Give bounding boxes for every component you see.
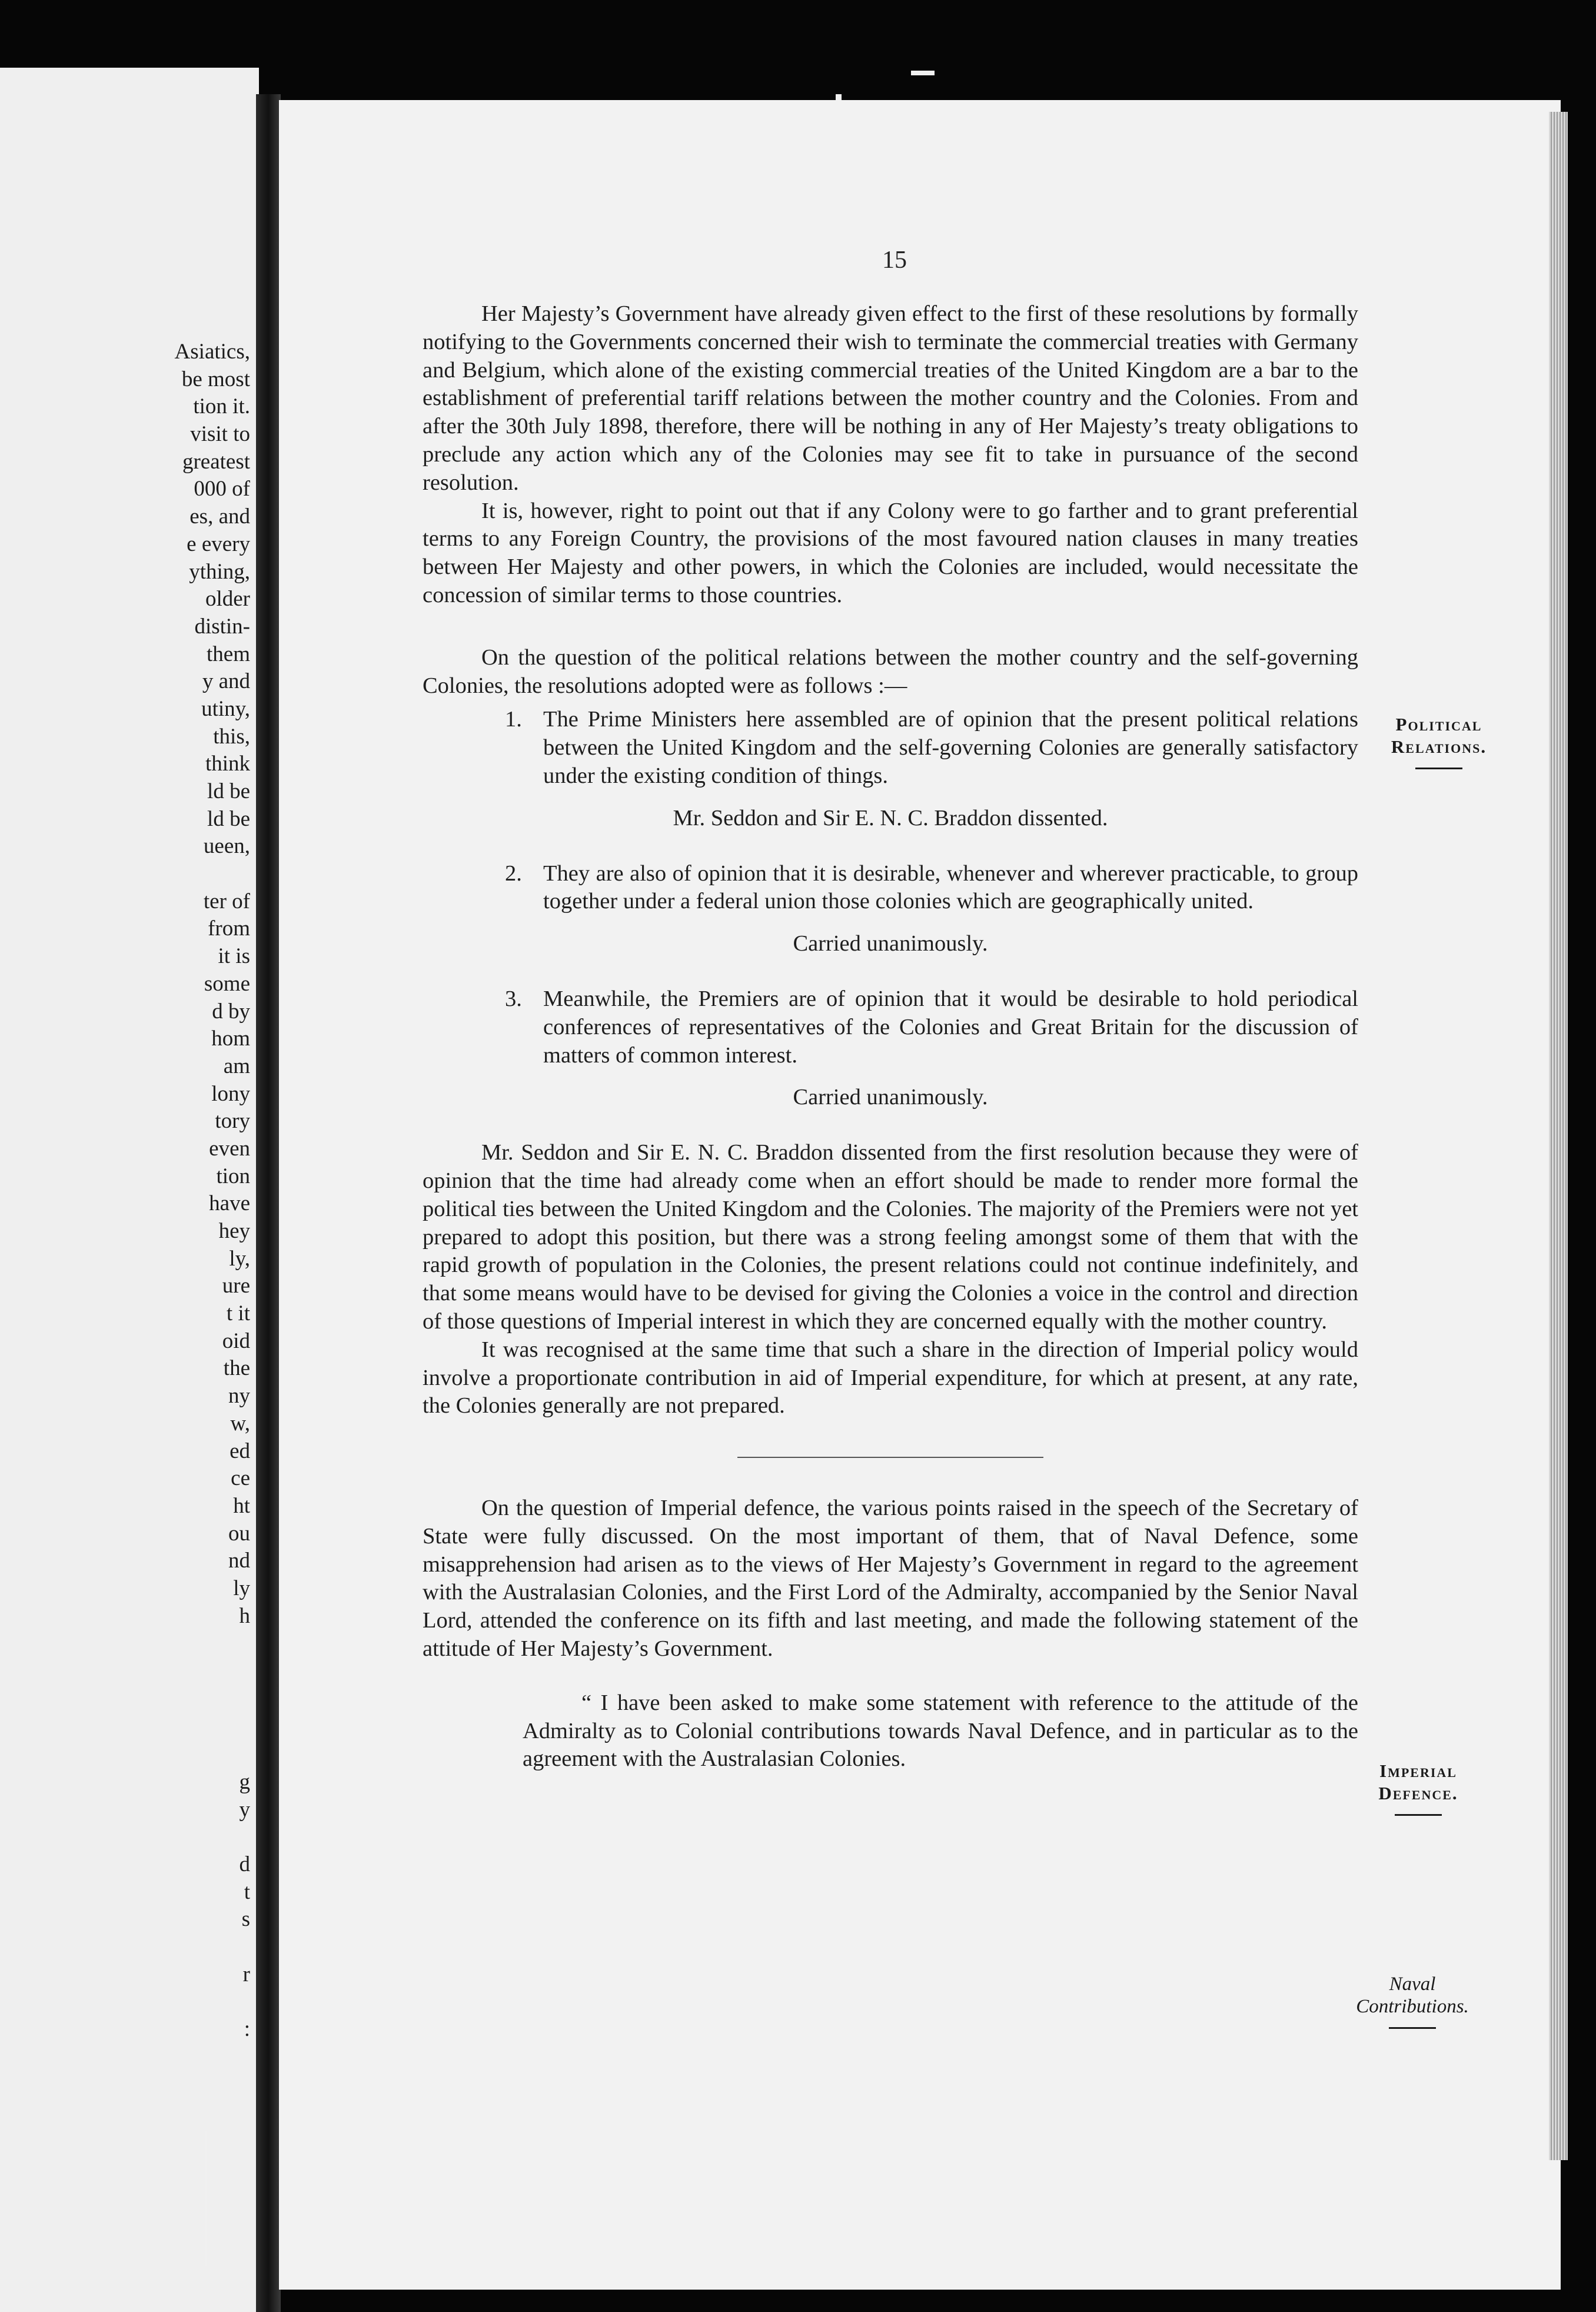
quoted-statement: “ I have been asked to make some statement with reference to the attitude of the Admiralty as to Colonial contributions towards Naval Defence, and in particular as to the agreement with the Australasian Colonies. xyxy=(523,1690,1358,1772)
margin-note-political-relations xyxy=(1371,713,1507,769)
margin-note-rule xyxy=(1395,1814,1442,1816)
left-page-line: even xyxy=(209,1136,250,1161)
left-page-line: it is xyxy=(218,944,250,969)
left-page-line: Asiatics, xyxy=(174,340,250,364)
left-page-line: e every xyxy=(187,532,250,556)
left-facing-page xyxy=(0,68,259,2312)
resolution-text: Meanwhile, the Premiers are of opinion that it would be desirable to hold periodical conferences of representatives of the Colonies and Great Britain for the discussion of matters of common interest. xyxy=(543,986,1358,1068)
left-page-line: r xyxy=(242,1962,250,1987)
left-page-line: ything, xyxy=(189,559,250,584)
main-text xyxy=(423,300,1358,1773)
left-page-line: tory xyxy=(215,1109,250,1134)
book-gutter xyxy=(256,94,281,2312)
left-page-line: 000 of xyxy=(194,477,250,501)
left-page-line xyxy=(74,861,250,888)
paragraph-imperial-expenditure: It was recognised at the same time that such a share in the direction of Imperial policy would involve a proportionate contribution in aid of Imperial expenditure, for which at present, at any rate, the Colonies generally are not prepared. xyxy=(423,1337,1358,1419)
page-number: 15 xyxy=(882,247,907,274)
resolution-2 xyxy=(505,860,1358,916)
scan-speck xyxy=(836,94,842,100)
left-page-line: greatest xyxy=(182,449,250,474)
left-page-line: ld be xyxy=(207,779,250,803)
resolution-number: 3. xyxy=(505,986,522,1011)
left-page-line: tion xyxy=(216,1164,250,1188)
margin-note-line: Defence. xyxy=(1378,1783,1458,1803)
left-page-line: this, xyxy=(213,724,250,749)
left-page-line xyxy=(74,1989,250,2017)
left-page-line: oid xyxy=(222,1328,250,1353)
resolution-vote: Carried unanimously. xyxy=(793,931,988,956)
left-page-line: hey xyxy=(218,1219,250,1243)
margin-note-line: Political xyxy=(1395,714,1482,735)
left-page-line: y xyxy=(239,1797,250,1822)
left-page-line: w, xyxy=(230,1411,250,1436)
left-page-line: ny xyxy=(228,1384,250,1409)
left-page-line xyxy=(74,1934,250,1961)
resolution-vote: Carried unanimously. xyxy=(793,1085,988,1110)
resolution-vote: Mr. Seddon and Sir E. N. C. Braddon dissented. xyxy=(673,805,1108,831)
resolution-number: 1. xyxy=(505,707,522,732)
left-page-line: ly, xyxy=(229,1246,250,1271)
paragraph-tariff-treaties: Her Majesty’s Government have already given effect to the first of these resolutions by formally notifying to the Governments concerned their wish to terminate the commercial treaties with Germany and Belgium, which alone of the existing commercial treaties of the United Kingdom are a bar to the establishment of preferential tariff relations between the mother country and the Colonies. From and after the 30th July 1898, therefore, there will be nothing in any of Her Majesty’s treaty obligations to preclude any action which any of the Colonies may see fit to take in pursuance of the second resolution. xyxy=(423,301,1358,495)
resolution-1 xyxy=(505,706,1358,790)
left-page-line: t it xyxy=(226,1301,250,1326)
margin-note-line: Naval xyxy=(1389,1974,1436,1995)
left-page-line: h xyxy=(239,1603,250,1628)
left-page-line: ure xyxy=(222,1274,250,1298)
left-page-line: lony xyxy=(211,1081,250,1106)
left-page-line: older xyxy=(205,587,250,612)
left-page-line: am xyxy=(223,1054,250,1078)
left-page-line: tion it. xyxy=(193,394,250,419)
margin-note-line: Relations. xyxy=(1391,736,1487,757)
section-divider xyxy=(737,1457,1043,1458)
left-page-line: d by xyxy=(212,999,250,1024)
left-page-text-upper xyxy=(74,338,250,1630)
left-page-line: utiny, xyxy=(201,696,250,721)
left-page-text-lower xyxy=(74,1769,250,2071)
left-page-line: them xyxy=(207,642,250,666)
margin-note-line: Contributions. xyxy=(1356,1996,1469,2017)
left-page-line: visit to xyxy=(190,422,250,447)
left-page-line xyxy=(74,1823,250,1851)
page-edges xyxy=(1549,112,1568,2160)
left-page-line: some xyxy=(204,971,250,996)
left-page-line: t xyxy=(244,1879,250,1904)
paragraph-imperial-defence: On the question of Imperial defence, the various points raised in the speech of the Secretary of State were fully discussed. On the most important of them, that of Naval Defence, some misapprehension had arisen as to the views of Her Majesty’s Government in regard to the agreement with the Australasian Colonies, and the First Lord of the Admiralty, accompanied by the Senior Naval Lord, attended the conference on its fifth and last meeting, and made the following statement of the attitude of Her Majesty’s Government. xyxy=(423,1496,1358,1662)
left-page-line: hom xyxy=(211,1027,250,1051)
scan-speck xyxy=(205,2131,207,2266)
margin-note-rule xyxy=(1415,768,1462,769)
left-page-line: be most xyxy=(181,367,250,391)
left-page-line: ce xyxy=(231,1466,250,1491)
left-page-line: d xyxy=(239,1852,250,1877)
margin-note-line: Imperial xyxy=(1379,1760,1457,1781)
resolution-text: The Prime Ministers here assembled are of opinion that the present political relations between the United Kingdom and the self-governing Colonies are generally satisfactory under the existing condition of things. xyxy=(543,707,1358,788)
paragraph-political-relations: On the question of the political relations between the mother country and the self-governing Colonies, the resolutions adopted were as follows :— xyxy=(423,645,1358,698)
left-page-line: ld be xyxy=(207,806,250,831)
margin-note-naval-contributions xyxy=(1336,1973,1489,2029)
resolution-text: They are also of opinion that it is desirable, whenever and wherever practicable, to group together under a federal union those colonies which are geographically united. xyxy=(543,861,1358,914)
left-page-line: ht xyxy=(233,1493,250,1518)
margin-note-rule xyxy=(1389,2027,1436,2029)
paragraph-dissent-explanation: Mr. Seddon and Sir E. N. C. Braddon dissented from the first resolution because they were of opinion that the time had already come when an effort should be made to render more formal the political ties between the United Kingdom and the Colonies. The majority of the Premiers were not yet prepared to adopt this position, but there was a strong feeling amongst some of them that with the rapid growth of population in the Colonies, the present relations could not continue indefinitely, and that some means would have to be devised for giving the Colonies a voice in the control and direction of those questions of Imperial interest in which they are concerned equally with the mother country. xyxy=(423,1140,1358,1334)
left-page-line: ueen, xyxy=(203,834,250,859)
left-page-line: the xyxy=(223,1356,250,1381)
left-page-line: ou xyxy=(228,1521,250,1546)
left-page-line: from xyxy=(208,916,250,941)
scan-speck xyxy=(911,71,935,75)
left-page-line xyxy=(74,2044,250,2071)
left-page-line: have xyxy=(209,1191,250,1216)
left-page-line: y and xyxy=(202,669,250,694)
left-page-line: distin- xyxy=(194,614,250,639)
left-page-line: s xyxy=(241,1907,250,1932)
left-page-line: ed xyxy=(230,1439,250,1463)
margin-note-imperial-defence xyxy=(1354,1760,1483,1816)
resolution-number: 2. xyxy=(505,861,522,886)
left-page-line: ly xyxy=(233,1576,250,1600)
resolution-3 xyxy=(505,985,1358,1069)
left-page-line: think xyxy=(205,752,250,776)
left-page-line: es, and xyxy=(189,504,250,529)
left-page-line: ter of xyxy=(203,889,250,913)
left-page-line: nd xyxy=(228,1549,250,1573)
left-page-line: : xyxy=(244,2017,250,2042)
left-page-line: g xyxy=(239,1770,250,1794)
paragraph-preferential-terms: It is, however, right to point out that if any Colony were to go farther and to grant preferential terms to any Foreign Country, the provisions of the most favoured nation clauses in many treaties between Her Majesty and other powers, in which the Colonies are included, would necessitate the concession of similar terms to those countries. xyxy=(423,498,1358,607)
